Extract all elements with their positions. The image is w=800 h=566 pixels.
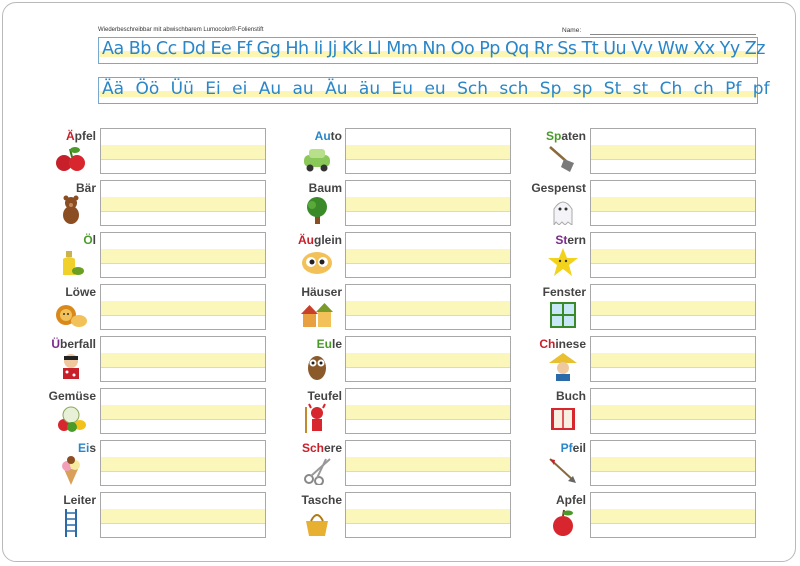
apple-icon: [546, 507, 580, 537]
word-label-highlight: Ä: [65, 129, 75, 143]
eyes-icon: [300, 247, 334, 277]
word-label: [10, 233, 96, 247]
word-label: [500, 129, 586, 143]
writing-box[interactable]: [345, 128, 511, 174]
writing-box[interactable]: [345, 492, 511, 538]
word-label: [500, 285, 586, 299]
word-label: [256, 337, 342, 351]
highlight-band: [101, 405, 265, 419]
word-label-rest: Häuser: [301, 285, 342, 299]
baseline: [101, 419, 265, 420]
word-label-rest: berfall: [59, 337, 96, 351]
baseline: [591, 211, 755, 212]
writing-box[interactable]: [345, 440, 511, 486]
word-label: [256, 389, 342, 403]
word-label: [256, 181, 342, 195]
writing-box[interactable]: [345, 284, 511, 330]
bear-icon: [54, 195, 88, 225]
vegetables-icon: [54, 403, 88, 433]
word-label-rest: ern: [567, 233, 586, 247]
baseline: [346, 367, 510, 368]
baseline: [101, 159, 265, 160]
tree-icon: [300, 195, 334, 225]
houses-icon: [300, 299, 334, 329]
window-icon: [546, 299, 580, 329]
highlight-band: [101, 145, 265, 159]
writing-box[interactable]: [100, 492, 266, 538]
highlight-band: [591, 405, 755, 419]
word-label-rest: Buch: [556, 389, 586, 403]
writing-box[interactable]: [100, 336, 266, 382]
word-label-rest: glein: [313, 233, 342, 247]
word-label-rest: Apfel: [556, 493, 586, 507]
word-label-rest: Gemüse: [48, 389, 96, 403]
word-label: [10, 337, 96, 351]
word-label-rest: l: [92, 233, 96, 247]
writing-box[interactable]: [100, 284, 266, 330]
word-label-rest: eil: [572, 441, 586, 455]
baseline: [346, 211, 510, 212]
writing-box[interactable]: [590, 284, 756, 330]
word-label-rest: le: [331, 337, 342, 351]
scissors-icon: [300, 455, 334, 485]
word-label-rest: Gespenst: [531, 181, 586, 195]
word-label: [10, 181, 96, 195]
writing-box[interactable]: [345, 180, 511, 226]
word-label: [256, 233, 342, 247]
word-label-rest: Tasche: [301, 493, 342, 507]
robbery-icon: [54, 351, 88, 381]
highlight-band: [101, 353, 265, 367]
word-label: [256, 285, 342, 299]
highlight-band: [591, 457, 755, 471]
ice-cream-icon: [54, 455, 88, 485]
devil-icon: [300, 403, 334, 433]
baseline: [346, 159, 510, 160]
word-label-rest: inese: [555, 337, 586, 351]
highlight-band: [591, 301, 755, 315]
owl-icon: [300, 351, 334, 381]
alphabet-letters-row1: Aa Bb Cc Dd Ee Ff Gg Hh Ii Jj Kk Ll Mm Nn Oo Pp Qq Rr Ss Tt Uu Vv Ww Xx Yy Zz: [102, 39, 765, 59]
word-label-highlight: Ei: [77, 441, 90, 455]
highlight-band: [346, 405, 510, 419]
alphabet-strip-row1: [98, 37, 765, 64]
word-label-rest: aten: [561, 129, 586, 143]
highlight-band: [591, 509, 755, 523]
word-label: [10, 129, 96, 143]
word-label: [500, 233, 586, 247]
name-write-line[interactable]: [590, 34, 756, 35]
word-label-rest: Bär: [75, 181, 96, 195]
highlight-band: [346, 353, 510, 367]
word-label: [10, 389, 96, 403]
word-label-rest: Leiter: [63, 493, 96, 507]
baseline: [346, 315, 510, 316]
writing-box[interactable]: [590, 180, 756, 226]
word-label-highlight: Ö: [83, 233, 93, 247]
word-label-rest: pfel: [74, 129, 96, 143]
writing-box[interactable]: [345, 388, 511, 434]
word-label-highlight: Eu: [316, 337, 332, 351]
word-label-rest: Löwe: [65, 285, 96, 299]
alphabet-letters-row2: Ää Öö Üü Ei ei Au au Äu äu Eu eu Sch sch Sp sp St st Ch ch Pf pf: [102, 79, 770, 99]
baseline: [346, 523, 510, 524]
highlight-band: [591, 197, 755, 211]
word-label: [500, 181, 586, 195]
highlight-band: [101, 457, 265, 471]
lion-icon: [54, 299, 88, 329]
arrow-icon: [546, 455, 580, 485]
word-label-highlight: Äu: [297, 233, 314, 247]
writing-box[interactable]: [100, 180, 266, 226]
name-label: Name:: [562, 27, 582, 34]
chinese-man-icon: [546, 351, 580, 381]
word-label: [256, 493, 342, 507]
star-icon: [546, 247, 580, 277]
word-label-rest: Fenster: [542, 285, 586, 299]
word-label-highlight: Sch: [301, 441, 324, 455]
car-icon: [300, 143, 334, 173]
writing-box[interactable]: [100, 440, 266, 486]
shovel-icon: [546, 143, 580, 173]
word-label: [500, 389, 586, 403]
highlight-band: [346, 457, 510, 471]
baseline: [591, 263, 755, 264]
writing-box[interactable]: [590, 440, 756, 486]
word-label-rest: Baum: [308, 181, 342, 195]
worksheet-subtitle: Wiederbeschreibbar mit abwischbarem Lumocolor®-Folienstift: [98, 27, 264, 33]
highlight-band: [101, 301, 265, 315]
writing-box[interactable]: [345, 232, 511, 278]
baseline: [101, 263, 265, 264]
word-label-highlight: Sp: [545, 129, 562, 143]
ghost-icon: [546, 195, 580, 225]
word-label: [10, 441, 96, 455]
word-label-highlight: Ü: [51, 337, 60, 351]
word-label-rest: s: [89, 441, 96, 455]
writing-box[interactable]: [345, 336, 511, 382]
word-label-rest: Teufel: [307, 389, 342, 403]
word-label: [10, 285, 96, 299]
writing-box[interactable]: [100, 128, 266, 174]
word-label-highlight: Ch: [539, 337, 556, 351]
word-label: [10, 493, 96, 507]
word-label-highlight: St: [555, 233, 568, 247]
baseline: [591, 419, 755, 420]
baseline: [591, 315, 755, 316]
writing-box[interactable]: [590, 232, 756, 278]
writing-box[interactable]: [590, 492, 756, 538]
highlight-band: [346, 301, 510, 315]
baseline: [591, 523, 755, 524]
word-label: [500, 441, 586, 455]
book-icon: [546, 403, 580, 433]
word-label: [500, 337, 586, 351]
baseline: [346, 263, 510, 264]
bag-icon: [300, 507, 334, 537]
writing-box[interactable]: [100, 388, 266, 434]
highlight-band: [346, 249, 510, 263]
writing-box[interactable]: [590, 128, 756, 174]
oil-bottle-icon: [54, 247, 88, 277]
writing-box[interactable]: [590, 388, 756, 434]
baseline: [101, 315, 265, 316]
word-label: [256, 129, 342, 143]
highlight-band: [591, 353, 755, 367]
baseline: [591, 471, 755, 472]
highlight-band: [591, 249, 755, 263]
highlight-band: [101, 249, 265, 263]
highlight-band: [101, 509, 265, 523]
highlight-band: [101, 197, 265, 211]
baseline: [591, 159, 755, 160]
writing-box[interactable]: [590, 336, 756, 382]
highlight-band: [346, 509, 510, 523]
alphabet-strip-row2: [98, 77, 770, 104]
highlight-band: [346, 145, 510, 159]
word-label: [500, 493, 586, 507]
baseline: [591, 367, 755, 368]
baseline: [101, 523, 265, 524]
word-label-rest: to: [330, 129, 342, 143]
baseline: [101, 367, 265, 368]
highlight-band: [346, 197, 510, 211]
baseline: [346, 419, 510, 420]
baseline: [101, 471, 265, 472]
baseline: [346, 471, 510, 472]
word-label-highlight: Pf: [560, 441, 573, 455]
word-label-rest: ere: [323, 441, 342, 455]
writing-box[interactable]: [100, 232, 266, 278]
word-label: [256, 441, 342, 455]
word-label-highlight: Au: [314, 129, 331, 143]
baseline: [101, 211, 265, 212]
apples-icon: [54, 143, 88, 173]
ladder-icon: [54, 507, 88, 537]
highlight-band: [591, 145, 755, 159]
